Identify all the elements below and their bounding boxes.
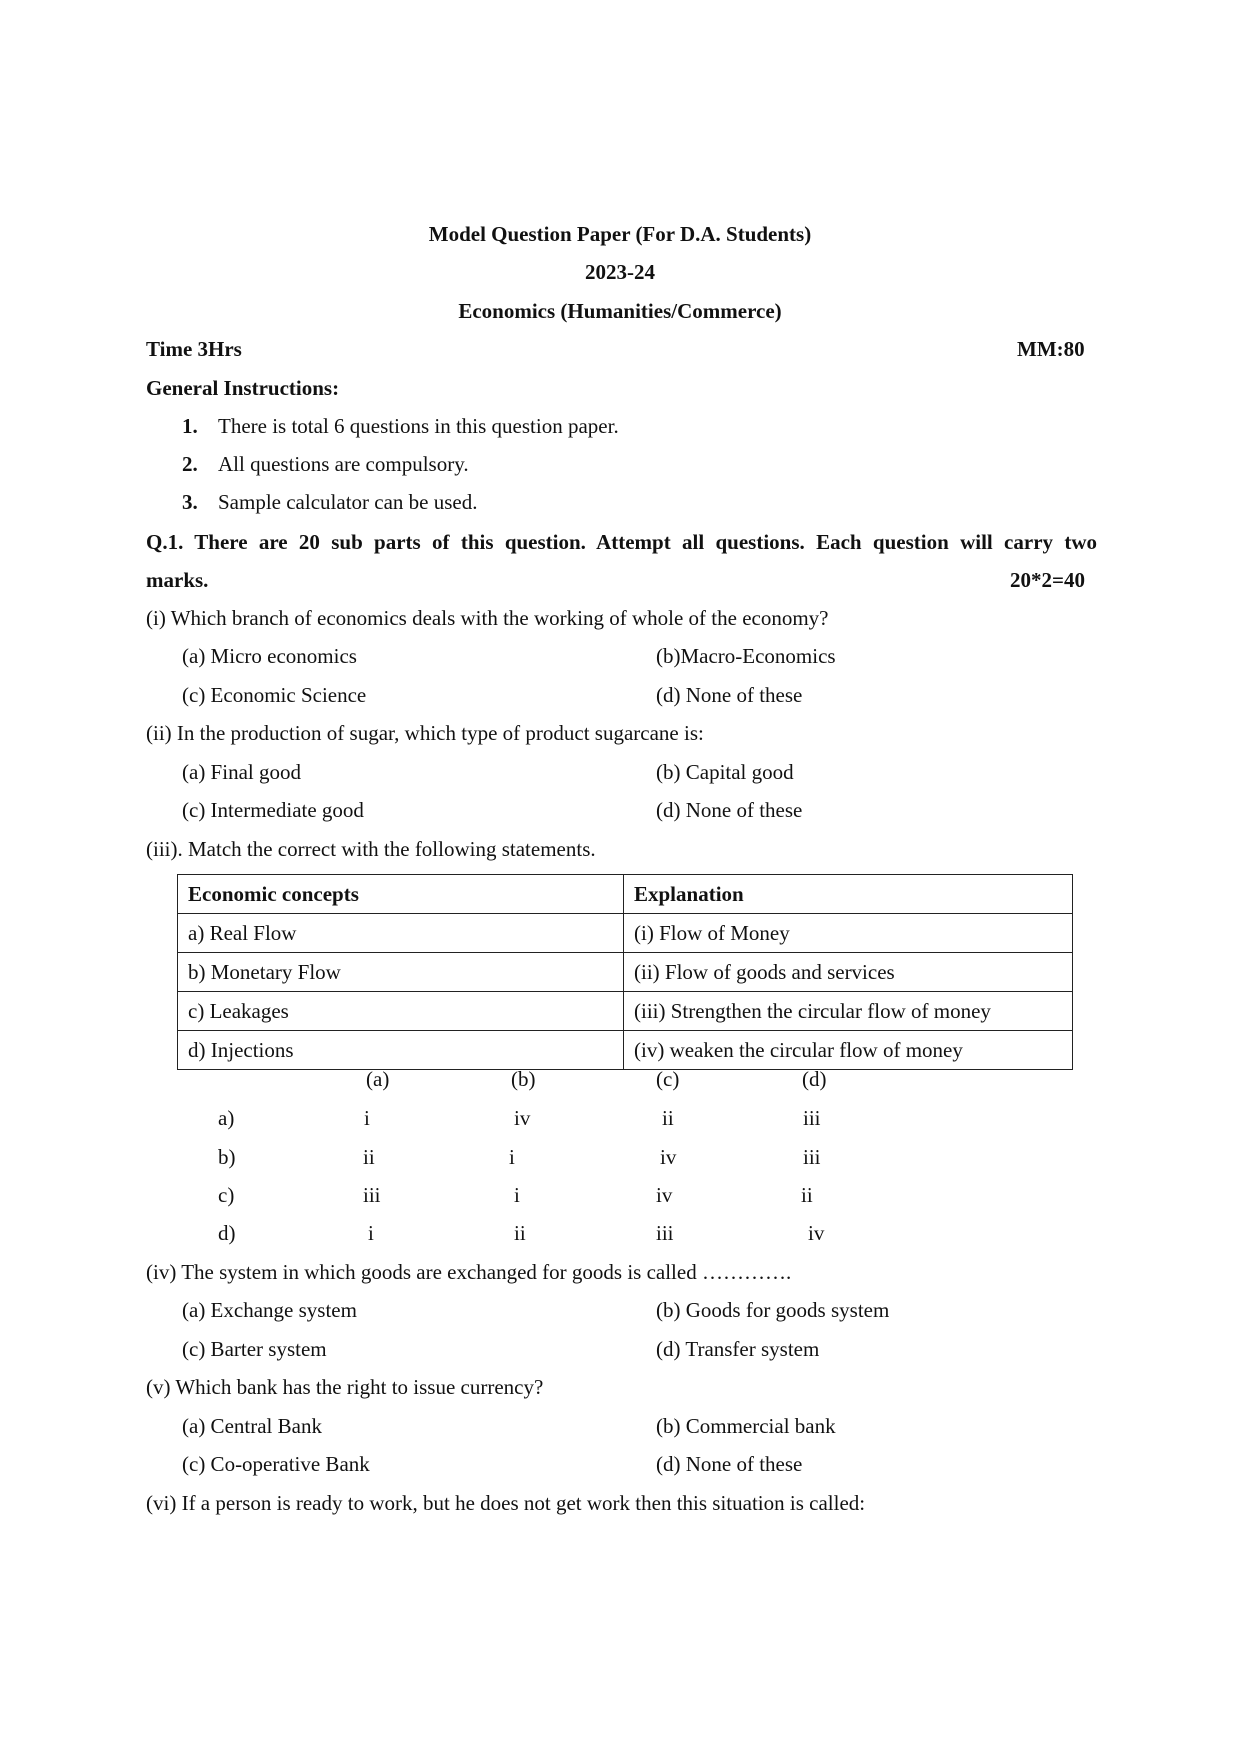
match-row-label: b) xyxy=(218,1145,236,1169)
option: (d) Transfer system xyxy=(656,1337,820,1361)
table-row xyxy=(178,914,1073,953)
match-value: i xyxy=(509,1145,515,1169)
instruction-text: All questions are compulsory. xyxy=(218,452,469,476)
q1-heading-cont: marks. xyxy=(146,568,209,592)
match-value: iii xyxy=(656,1221,674,1245)
table-row xyxy=(178,1031,1073,1070)
option: (a) Central Bank xyxy=(182,1414,322,1438)
instruction-item xyxy=(182,490,477,515)
table-cell: b) Monetary Flow xyxy=(178,953,624,992)
question-text: (iv) The system in which goods are exchanged for goods is called …………. xyxy=(146,1260,792,1284)
match-table xyxy=(177,874,1073,1070)
match-value: iv xyxy=(808,1221,825,1245)
match-column-header: (c) xyxy=(656,1067,680,1091)
question-text: (v) Which bank has the right to issue currency? xyxy=(146,1375,544,1399)
option: (c) Intermediate good xyxy=(182,798,364,822)
instruction-number: 1. xyxy=(182,414,198,438)
instruction-item xyxy=(182,452,469,477)
question-text: (i) Which branch of economics deals with the working of whole of the economy? xyxy=(146,606,829,630)
match-value: iii xyxy=(803,1106,821,1130)
option: (a) Exchange system xyxy=(182,1298,357,1322)
match-value: ii xyxy=(801,1183,813,1207)
option: (d) None of these xyxy=(656,798,803,822)
match-value: ii xyxy=(662,1106,674,1130)
match-row-label: d) xyxy=(218,1221,236,1245)
match-value: iv xyxy=(660,1145,677,1169)
option: (b) Goods for goods system xyxy=(656,1298,890,1322)
max-marks-label: MM:80 xyxy=(1017,337,1085,361)
table-header-cell: Explanation xyxy=(624,875,1073,914)
instruction-text: Sample calculator can be used. xyxy=(218,490,478,514)
instruction-text: There is total 6 questions in this question paper. xyxy=(218,414,619,438)
match-value: i xyxy=(364,1106,370,1130)
option: (c) Co-operative Bank xyxy=(182,1452,370,1476)
match-value: iii xyxy=(803,1145,821,1169)
instruction-number: 3. xyxy=(182,490,198,514)
option: (d) None of these xyxy=(656,1452,803,1476)
table-row xyxy=(178,953,1073,992)
match-value: iii xyxy=(363,1183,381,1207)
match-column-header: (a) xyxy=(366,1067,390,1091)
table-cell: c) Leakages xyxy=(178,992,624,1031)
table-cell: (ii) Flow of goods and services xyxy=(624,953,1073,992)
option: (b) Commercial bank xyxy=(656,1414,836,1438)
option: (b)Macro-Economics xyxy=(656,644,836,668)
match-row-label: a) xyxy=(218,1106,235,1130)
option: (a) Micro economics xyxy=(182,644,357,668)
match-column-header: (d) xyxy=(802,1067,827,1091)
paper-title: Model Question Paper (For D.A. Students) xyxy=(428,222,812,246)
match-value: iv xyxy=(656,1183,673,1207)
match-value: iv xyxy=(514,1106,531,1130)
match-column-header: (b) xyxy=(511,1067,536,1091)
table-cell: d) Injections xyxy=(178,1031,624,1070)
question-text: (vi) If a person is ready to work, but he does not get work then this situation is called: xyxy=(146,1491,866,1515)
match-value: i xyxy=(368,1221,374,1245)
question-text: (iii). Match the correct with the following statements. xyxy=(146,837,596,861)
option: (a) Final good xyxy=(182,760,301,784)
paper-year: 2023-24 xyxy=(585,260,655,284)
option: (d) None of these xyxy=(656,683,803,707)
instruction-number: 2. xyxy=(182,452,198,476)
match-row-label: c) xyxy=(218,1183,235,1207)
table-header-row xyxy=(178,875,1073,914)
table-header-cell: Economic concepts xyxy=(178,875,624,914)
q1-marks: 20*2=40 xyxy=(1010,568,1085,592)
table-cell: a) Real Flow xyxy=(178,914,624,953)
paper-subject: Economics (Humanities/Commerce) xyxy=(458,299,782,323)
match-value: ii xyxy=(363,1145,375,1169)
match-value: i xyxy=(514,1183,520,1207)
q1-heading: Q.1. There are 20 sub parts of this question. Attempt all questions. Each question will carry two xyxy=(146,530,1097,554)
table-cell: (iii) Strengthen the circular flow of money xyxy=(624,992,1073,1031)
instructions-heading: General Instructions: xyxy=(146,376,340,400)
table-row xyxy=(178,992,1073,1031)
option: (c) Economic Science xyxy=(182,683,367,707)
table-cell: (i) Flow of Money xyxy=(624,914,1073,953)
option: (c) Barter system xyxy=(182,1337,327,1361)
time-label: Time 3Hrs xyxy=(146,337,242,361)
instruction-item xyxy=(182,414,619,439)
match-value: ii xyxy=(514,1221,526,1245)
option: (b) Capital good xyxy=(656,760,794,784)
table-cell: (iv) weaken the circular flow of money xyxy=(624,1031,1073,1070)
question-text: (ii) In the production of sugar, which type of product sugarcane is: xyxy=(146,721,704,745)
